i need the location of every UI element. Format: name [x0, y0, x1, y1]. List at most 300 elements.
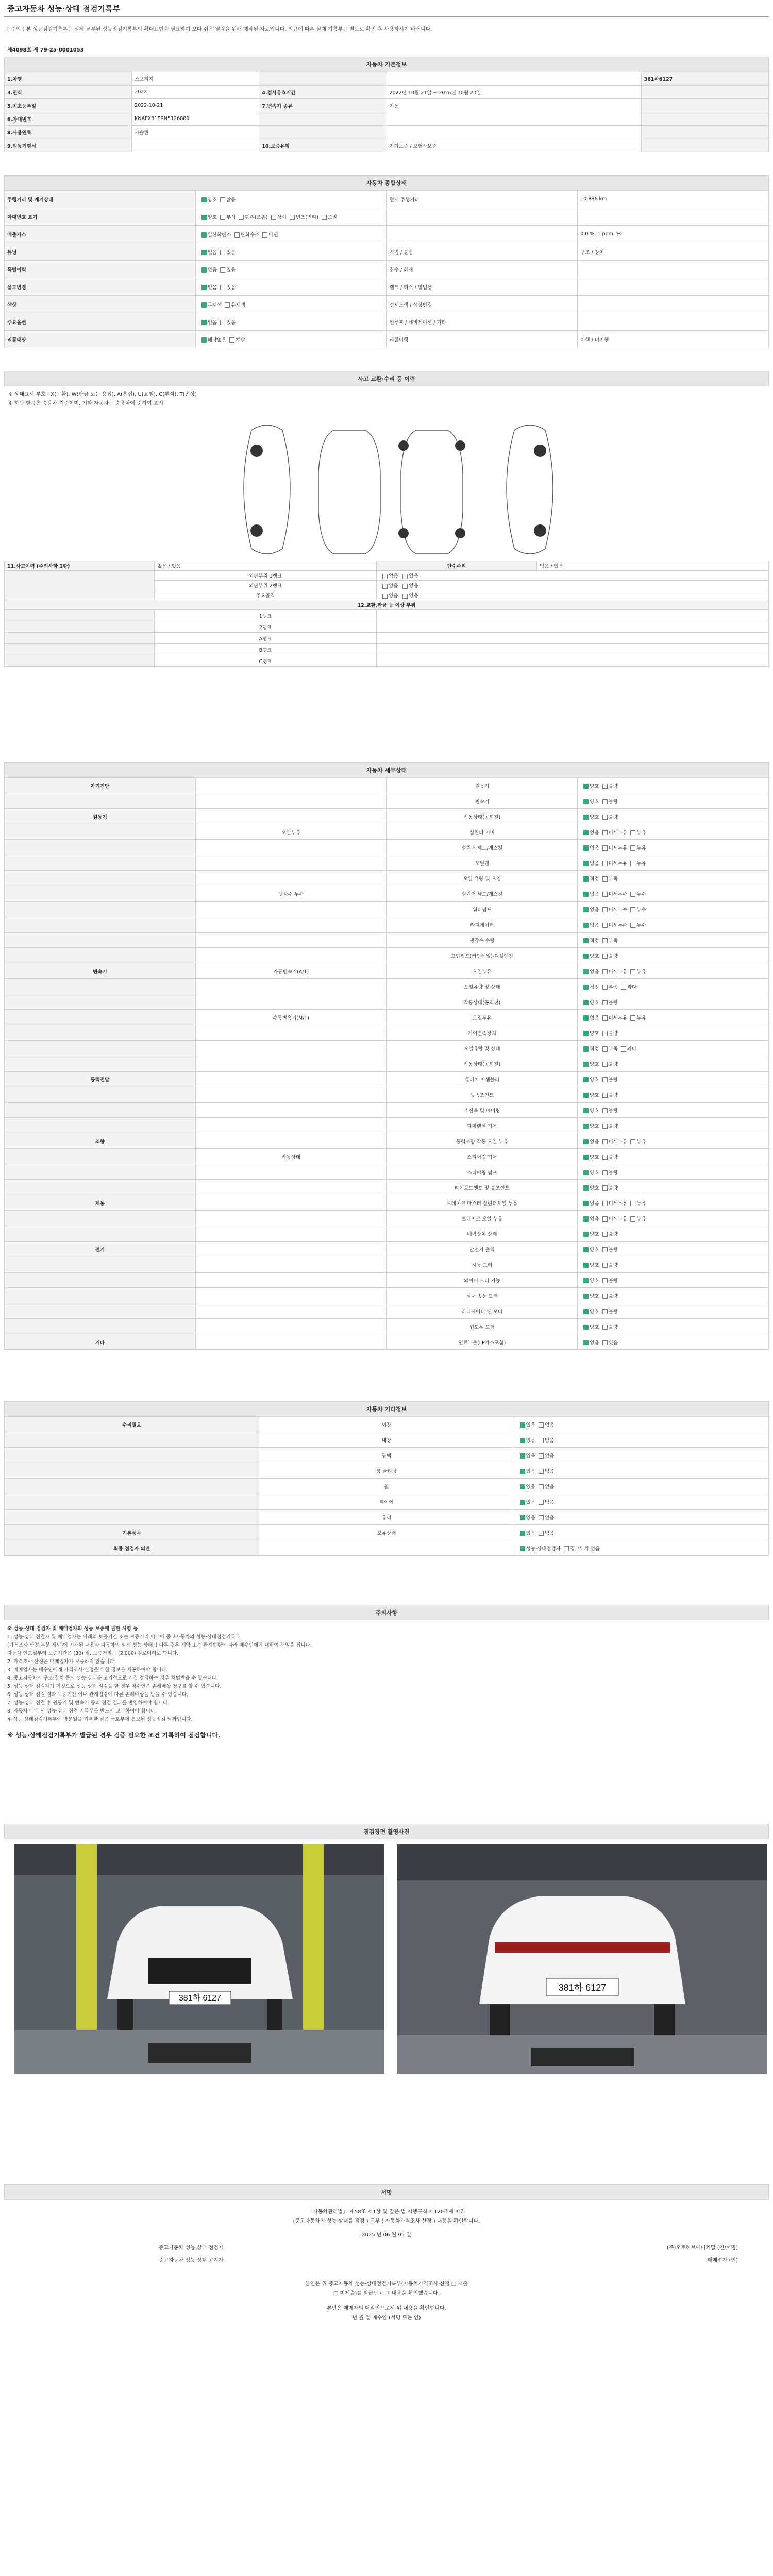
checkbox[interactable]: [322, 215, 327, 220]
detail-item: 작동상태(공회전): [386, 994, 578, 1010]
checkbox[interactable]: [602, 784, 608, 789]
checkbox[interactable]: [583, 938, 589, 943]
detail-sub: [195, 1211, 386, 1226]
detail-sub: [195, 1226, 386, 1242]
checkbox[interactable]: [602, 1201, 608, 1206]
checkbox[interactable]: [262, 232, 267, 238]
checkbox[interactable]: [602, 1170, 608, 1175]
checkbox[interactable]: [583, 1077, 589, 1082]
checkbox[interactable]: [539, 1484, 544, 1489]
check-label: 양호: [590, 999, 599, 1006]
checkbox[interactable]: [630, 923, 635, 928]
checkbox[interactable]: [630, 1201, 635, 1206]
checkbox[interactable]: [583, 1216, 589, 1222]
overall-section: [4, 175, 769, 348]
detail-state: [578, 1133, 769, 1149]
checkbox[interactable]: [602, 830, 608, 835]
detail-state: [578, 1211, 769, 1226]
detail-sub: [195, 1103, 386, 1118]
overall-row: [5, 331, 769, 348]
checkbox[interactable]: [583, 1340, 589, 1345]
check-label: 없음: [545, 1453, 554, 1459]
checkbox[interactable]: [630, 1216, 635, 1222]
other-row: [5, 1432, 769, 1448]
detail-state: [578, 1118, 769, 1133]
overall-state: [195, 208, 386, 226]
basic-row: [5, 72, 769, 86]
checkbox[interactable]: [602, 1232, 608, 1237]
check-label: 있음: [526, 1453, 536, 1459]
checkbox[interactable]: [602, 799, 608, 804]
section-header-overall: 자동차 종합상태: [5, 176, 769, 191]
check-label: 양호: [590, 1108, 599, 1114]
checkbox[interactable]: [583, 1170, 589, 1175]
check-label: 유채색: [231, 302, 245, 308]
checkbox[interactable]: [602, 892, 608, 897]
check-label: 불량: [608, 1324, 618, 1330]
checkbox[interactable]: [201, 232, 207, 238]
checkbox[interactable]: [520, 1469, 525, 1474]
overall-detail: [386, 208, 578, 226]
checkbox[interactable]: [583, 1294, 589, 1299]
check-label: 없음: [545, 1484, 554, 1490]
check-label: 양호: [207, 214, 217, 221]
checkbox[interactable]: [239, 215, 244, 220]
checkbox[interactable]: [201, 250, 207, 255]
detail-group: [5, 1180, 196, 1195]
photo-area: [14, 1844, 767, 2074]
checkbox[interactable]: [583, 1232, 589, 1237]
checkbox[interactable]: [630, 892, 635, 897]
checkbox[interactable]: [220, 285, 225, 290]
detail-row: [5, 1211, 769, 1226]
check-label: 경고위치 없음: [569, 1546, 600, 1552]
checkbox[interactable]: [220, 250, 225, 255]
detail-section: [4, 762, 769, 1350]
detail-sub: 작동상태: [195, 1149, 386, 1164]
checkbox[interactable]: [271, 215, 276, 220]
checkbox[interactable]: [520, 1500, 525, 1505]
check-label: 불량: [608, 1061, 618, 1067]
checkbox[interactable]: [583, 1155, 589, 1160]
detail-sub: [195, 933, 386, 948]
checkbox[interactable]: [583, 969, 589, 974]
detail-group: [5, 1303, 196, 1319]
checkbox[interactable]: [539, 1438, 544, 1443]
detail-row: [5, 809, 769, 824]
detail-item: 타이로드엔드 및 볼조인트: [386, 1180, 578, 1195]
detail-sub: [195, 1025, 386, 1041]
checkbox[interactable]: [583, 1062, 589, 1067]
check-group: [580, 876, 618, 882]
checkbox[interactable]: [201, 197, 207, 202]
checkbox[interactable]: [201, 267, 207, 273]
checkbox[interactable]: [602, 1031, 608, 1036]
checkbox[interactable]: [290, 215, 295, 220]
check-label: 적정: [590, 1046, 599, 1052]
other-state: [514, 1448, 768, 1463]
detail-state: [578, 979, 769, 994]
checkbox[interactable]: [520, 1531, 525, 1536]
checkbox[interactable]: [583, 1325, 589, 1330]
detail-sub: [195, 1319, 386, 1334]
detail-row: [5, 902, 769, 917]
checkbox[interactable]: [602, 1216, 608, 1222]
detail-row: [5, 1072, 769, 1087]
detail-state: [578, 840, 769, 855]
section-header-accident: 사고 교환·수리 등 이력: [5, 371, 769, 386]
basic-label-2: 4.검사유효기간: [259, 86, 386, 99]
buyer-line: 본인은 매매자의 대리인으로서 위 내용을 확인합니다.: [327, 2306, 446, 2311]
checkbox[interactable]: [220, 320, 225, 325]
overall-row: [5, 261, 769, 278]
checkbox[interactable]: [602, 1015, 608, 1021]
other-section: [4, 1401, 769, 1556]
checkbox[interactable]: [630, 907, 635, 912]
detail-sub: 냉각수 누수: [195, 886, 386, 902]
overall-item: 색상: [5, 296, 196, 313]
detail-state: [578, 933, 769, 948]
detail-sub: [195, 948, 386, 963]
detail-state: [578, 1273, 769, 1288]
check-label: 양호: [590, 1123, 599, 1129]
checkbox[interactable]: [520, 1515, 525, 1520]
checkbox[interactable]: [583, 892, 589, 897]
detail-row: [5, 1288, 769, 1303]
checkbox[interactable]: [583, 1124, 589, 1129]
inspector-value: (주)오토허브에이치밀 (인/서명): [666, 2245, 738, 2251]
detail-state: [578, 1303, 769, 1319]
checkbox[interactable]: [602, 1278, 608, 1283]
checkbox[interactable]: [201, 302, 207, 308]
detail-state: [578, 855, 769, 871]
check-group: [198, 320, 236, 326]
checkbox[interactable]: [583, 815, 589, 820]
checkbox[interactable]: [602, 969, 608, 974]
other-row: [5, 1525, 769, 1540]
detail-state: [578, 1087, 769, 1103]
detail-group: [5, 979, 196, 994]
detail-state: [578, 1195, 769, 1211]
check-group: [198, 267, 236, 273]
check-label: 일산화탄소: [207, 232, 231, 238]
car-diagram: [4, 410, 769, 559]
checkbox[interactable]: [583, 784, 589, 789]
checkbox[interactable]: [630, 969, 635, 974]
check-group: [580, 861, 646, 867]
checkbox[interactable]: [630, 830, 635, 835]
check-label: 누유: [636, 845, 646, 851]
check-label: 양호: [590, 1185, 599, 1191]
check-group: [198, 232, 278, 238]
checkbox[interactable]: [583, 1000, 589, 1005]
checkbox[interactable]: [602, 1247, 608, 1252]
checkbox[interactable]: [583, 907, 589, 912]
checkbox[interactable]: [225, 302, 230, 308]
check-group: [580, 969, 646, 975]
check-label: 매연: [268, 232, 278, 238]
checkbox[interactable]: [602, 1108, 608, 1113]
check-group: [580, 1201, 646, 1207]
checkbox[interactable]: [539, 1515, 544, 1520]
checkbox[interactable]: [520, 1453, 525, 1459]
detail-state: [578, 1072, 769, 1087]
check-group: [517, 1422, 554, 1428]
detail-item: 동력조향 작동 오일 누유: [386, 1133, 578, 1149]
detail-state: [578, 778, 769, 793]
check-group: [198, 302, 245, 308]
overall-detail: 현재 주행거리: [386, 191, 578, 208]
rank-label: C랭크: [155, 655, 377, 667]
check-group: [198, 250, 236, 256]
checkbox[interactable]: [583, 845, 589, 851]
document-number: 제4098호 제 79-25-0001053: [7, 47, 84, 53]
other-state: [514, 1463, 768, 1479]
check-label: 양호: [590, 1309, 599, 1315]
caution-line: 3. 매매업자는 매수인에게 가격조사·산정을 위한 정보를 제공하여야 합니다.: [7, 1667, 168, 1673]
detail-group: [5, 1226, 196, 1242]
checkbox[interactable]: [539, 1422, 544, 1428]
check-label: 미세누유: [608, 1216, 628, 1222]
detail-group: [5, 1319, 196, 1334]
basic-value-2: 자동: [386, 99, 641, 112]
checkbox[interactable]: [630, 861, 635, 866]
checkbox[interactable]: [539, 1453, 544, 1459]
overall-value: [578, 208, 769, 226]
rear-plate-text: 381하 6127: [558, 1982, 607, 1993]
basic-info-section: [4, 57, 769, 152]
check-group: [580, 1232, 618, 1238]
detail-group: [5, 1149, 196, 1164]
checkbox[interactable]: [602, 1325, 608, 1330]
checkbox[interactable]: [630, 845, 635, 851]
checkbox[interactable]: [583, 1201, 589, 1206]
check-label: 있음: [226, 319, 236, 326]
checkbox[interactable]: [201, 337, 207, 343]
check-group: [580, 907, 646, 913]
detail-group: [5, 886, 196, 902]
checkbox[interactable]: [602, 923, 608, 928]
detail-group: [5, 824, 196, 840]
checkbox[interactable]: [602, 861, 608, 866]
checkbox[interactable]: [583, 985, 589, 990]
checkbox[interactable]: [520, 1422, 525, 1428]
checkbox[interactable]: [539, 1531, 544, 1536]
check-label: 양호: [590, 953, 599, 959]
check-label: 있음: [526, 1437, 536, 1444]
detail-item: 실내 송풍 모터: [386, 1288, 578, 1303]
checkbox[interactable]: [583, 861, 589, 866]
check-label: 양호: [590, 1278, 599, 1284]
check-label: 없음: [590, 845, 599, 851]
checkbox[interactable]: [229, 337, 234, 343]
checkbox[interactable]: [602, 938, 608, 943]
detail-state: [578, 1288, 769, 1303]
checkbox[interactable]: [602, 1046, 608, 1052]
checkbox[interactable]: [583, 1046, 589, 1052]
checkbox[interactable]: [602, 815, 608, 820]
checkbox[interactable]: [583, 1263, 589, 1268]
checkbox[interactable]: [602, 1139, 608, 1144]
check-group: [580, 799, 618, 805]
other-row: [5, 1540, 769, 1556]
check-label: 누유: [636, 1139, 646, 1145]
checkbox[interactable]: [583, 1093, 589, 1098]
check-group: [580, 1031, 618, 1037]
detail-sub: [195, 994, 386, 1010]
checkbox[interactable]: [602, 1309, 608, 1314]
check-label: 탄화수소: [240, 232, 260, 238]
checkbox[interactable]: [520, 1484, 525, 1489]
other-group: [5, 1494, 259, 1510]
other-item: 휠: [259, 1479, 514, 1494]
detail-sub: [195, 809, 386, 824]
detail-item: 실린더 헤드/개스킷: [386, 886, 578, 902]
checkbox[interactable]: [602, 845, 608, 851]
checkbox[interactable]: [234, 232, 240, 238]
checkbox[interactable]: [539, 1500, 544, 1505]
checkbox[interactable]: [201, 215, 207, 220]
checkbox[interactable]: [583, 799, 589, 804]
check-label: 양호: [590, 1092, 599, 1098]
checkbox[interactable]: [602, 1124, 608, 1129]
detail-item: 실린더 헤드/개스킷: [386, 840, 578, 855]
detail-sub: [195, 1133, 386, 1149]
detail-sub: [195, 902, 386, 917]
checkbox[interactable]: [583, 1015, 589, 1021]
checkbox[interactable]: [583, 1031, 589, 1036]
outer-rank-1: 외판부위 1랭크: [155, 571, 377, 581]
rank-label: 1랭크: [155, 610, 377, 621]
checkbox[interactable]: [583, 1185, 589, 1191]
checkbox[interactable]: [602, 1000, 608, 1005]
overall-detail: 침수 / 화재: [386, 261, 578, 278]
other-state: [514, 1525, 768, 1540]
checkbox[interactable]: [520, 1546, 525, 1551]
check-label: 미세누유: [608, 1200, 628, 1207]
checkbox[interactable]: [583, 1139, 589, 1144]
checkbox[interactable]: [621, 985, 626, 990]
detail-state: [578, 1257, 769, 1273]
detail-sub: [195, 793, 386, 809]
checkbox[interactable]: [583, 1309, 589, 1314]
checkbox[interactable]: [583, 1278, 589, 1283]
other-item: [259, 1540, 514, 1556]
checkbox[interactable]: [630, 1139, 635, 1144]
checkbox[interactable]: [621, 1046, 626, 1052]
detail-state: [578, 1226, 769, 1242]
checkbox[interactable]: [602, 1185, 608, 1191]
checkbox[interactable]: [201, 320, 207, 325]
detail-sub: [195, 1087, 386, 1103]
checkbox[interactable]: [602, 954, 608, 959]
checkbox[interactable]: [539, 1469, 544, 1474]
section-header-caution: 주의사항: [5, 1605, 769, 1620]
detail-item: 시동 모터: [386, 1257, 578, 1273]
basic-value: 가솔린: [132, 126, 259, 139]
check-label: 불량: [608, 1231, 618, 1238]
exchange-group: [5, 571, 155, 600]
check-label: 양호: [590, 1262, 599, 1268]
detail-row: [5, 1149, 769, 1164]
checkbox[interactable]: [220, 197, 225, 202]
detail-row: [5, 1303, 769, 1319]
detail-sub: [195, 840, 386, 855]
check-label: 성능·상태점검자: [526, 1546, 561, 1552]
checkbox[interactable]: [220, 267, 225, 273]
check-label: 불량: [608, 799, 618, 805]
check-group: [580, 1124, 618, 1129]
checkbox[interactable]: [602, 985, 608, 990]
detail-group: 기타: [5, 1334, 196, 1350]
basic-label-2: 10.보증유형: [259, 139, 386, 152]
other-group: [5, 1510, 259, 1525]
detail-row: [5, 1056, 769, 1072]
detail-group: 자기진단: [5, 778, 196, 793]
checkbox[interactable]: [564, 1546, 569, 1551]
check-label: 있음: [226, 284, 236, 291]
detail-sub: [195, 1303, 386, 1319]
check-label: 양호: [590, 1247, 599, 1253]
check-label: 불량: [608, 1247, 618, 1253]
other-item: 내장: [259, 1432, 514, 1448]
checkbox[interactable]: [583, 954, 589, 959]
overall-row: [5, 208, 769, 226]
overall-value: 이행 / 미이행: [578, 331, 769, 348]
sign-section: [4, 2184, 769, 2321]
detail-row: [5, 1319, 769, 1334]
checkbox[interactable]: [583, 923, 589, 928]
checkbox[interactable]: [220, 215, 225, 220]
detail-row: [5, 1164, 769, 1180]
checkbox[interactable]: [583, 830, 589, 835]
checkbox[interactable]: [602, 1155, 608, 1160]
detail-sub: [195, 917, 386, 933]
detail-item: 발전기 출력: [386, 1242, 578, 1257]
detail-sub: [195, 1072, 386, 1087]
detail-row: [5, 1334, 769, 1350]
checkbox[interactable]: [201, 285, 207, 290]
check-label: 해당없음: [207, 337, 227, 343]
detail-sub: [195, 1164, 386, 1180]
checkbox[interactable]: [520, 1438, 525, 1443]
check-group: [580, 923, 646, 928]
checkbox[interactable]: [602, 1340, 608, 1345]
check-group: [580, 845, 646, 851]
detail-group: [5, 994, 196, 1010]
check-label: 불량: [608, 1030, 618, 1037]
checkbox[interactable]: [602, 1263, 608, 1268]
checkbox[interactable]: [602, 1093, 608, 1098]
checkbox[interactable]: [602, 1062, 608, 1067]
checkbox[interactable]: [602, 876, 608, 882]
detail-row: [5, 1118, 769, 1133]
simple-repair-label: 단순수리: [377, 561, 537, 571]
detail-sub: [195, 855, 386, 871]
other-state: [514, 1417, 768, 1432]
check-label: 양호: [590, 1293, 599, 1299]
detail-group: [5, 1164, 196, 1180]
checkbox[interactable]: [583, 1247, 589, 1252]
check-label: 양호: [207, 197, 217, 203]
checkbox[interactable]: [602, 907, 608, 912]
checkbox[interactable]: [583, 1108, 589, 1113]
checkbox[interactable]: [583, 876, 589, 882]
checkbox[interactable]: [602, 1077, 608, 1082]
detail-row: [5, 948, 769, 963]
checkbox[interactable]: [630, 1015, 635, 1021]
checkbox[interactable]: [602, 1294, 608, 1299]
